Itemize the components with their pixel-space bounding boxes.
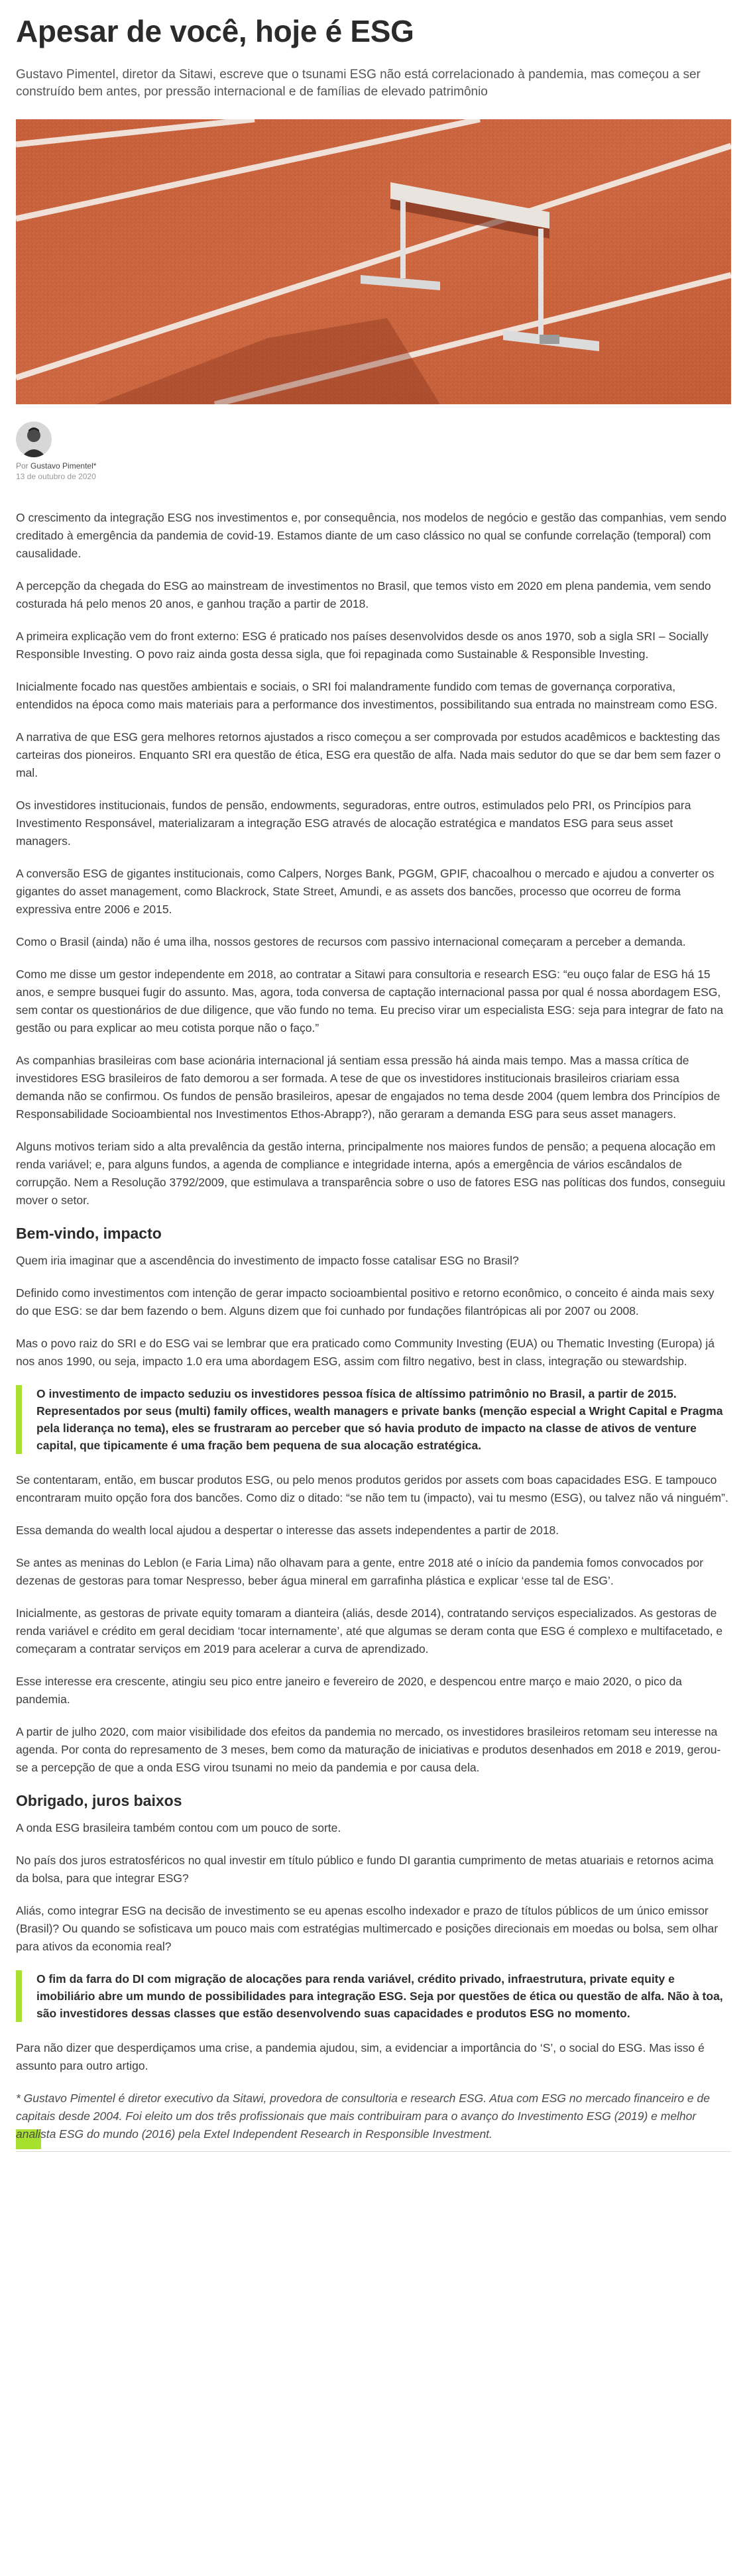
byline bbox=[16, 421, 731, 481]
paragraph: Quem iria imaginar que a ascendência do investimento de impacto fosse catalisar ESG no Brasil? bbox=[16, 1254, 519, 1267]
publish-date: 13 de outubro de 2020 bbox=[16, 472, 96, 481]
paragraph: Essa demanda do wealth local ajudou a despertar o interesse das assets independentes a partir de 2018. bbox=[16, 1524, 559, 1537]
paragraph: Se contentaram, então, em buscar produtos ESG, ou pelo menos produtos geridos por assets com boas capacidades ESG. E tampouco encontraram muito opção fora dos bancões. Como diz o ditado: “se não tem tu (impacto), vai tu mesmo (ESG), ou talvez não vá ninguém”. bbox=[16, 1473, 728, 1504]
author-link[interactable]: Gustavo Pimentel* bbox=[30, 461, 97, 471]
footnote-text: * Gustavo Pimentel é diretor executivo da Sitawi, provedora de consultoria e research ESG. Atua com ESG no mercado financeiro e de capitais desde 2004. Foi eleito um dos três profissionais que mais contribuiram para o avanço do Investimento ESG (2019) e melhor analista ESG do mundo (2016) pela Extel Independent Research in Responsible Investment. bbox=[16, 2092, 710, 2141]
paragraph: A conversão ESG de gigantes institucionais, como Calpers, Norges Bank, PGGM, GPIF, chacoalhou o mercado e ajudou a converter os gigantes do asset management, como Blackrock, State Street, Amundi, e as assets dos bancões, processo que ocorreu de forma expressiva entre 2006 e 2015. bbox=[16, 867, 715, 916]
pull-quote-text: O investimento de impacto seduziu os investidores pessoa física de altíssimo patrimônio no Brasil, a partir de 2015. Representados por seus (multi) family offices, wealth managers e private banks (menção especial a Wright Capital e Pragma pela liderança no tema), eles se frustraram ao perceber que só havia produto de impacto na classe de ativos de venture capital, que tipicamente é uma fração bem pequena de sua alocação estratégica. bbox=[36, 1387, 723, 1452]
paragraph: As companhias brasileiras com base acionária internacional já sentiam essa pressão há ainda mais tempo. Mas a massa crítica de investidores ESG brasileiros de fato demorou a ser formada. A tese de que os investidores institucionais brasileiros criariam essa demanda não se confirmou. Os fundos de pensão brasileiros, apesar de engajados no tema desde 2004 (quem lembra dos Princípios de Responsabilidade Socioambiental nos Investimentos Ethos-Abrapp?), não geraram a demanda ESG para seus asset managers. bbox=[16, 1054, 720, 1121]
paragraph: Inicialmente focado nas questões ambientais e sociais, o SRI foi malandramente fundido com temas de governança corporativa, entendidos na época como mais materiais para a performance dos investimentos, possibilitando sua entrada no mainstream como ESG. bbox=[16, 680, 718, 711]
paragraph: A onda ESG brasileira também contou com um pouco de sorte. bbox=[16, 1821, 341, 1834]
pull-quote bbox=[16, 1970, 731, 2022]
paragraph: Como o Brasil (ainda) não é uma ilha, nossos gestores de recursos com passivo internacional começaram a perceber a demanda. bbox=[16, 935, 686, 948]
paragraph: A primeira explicação vem do front externo: ESG é praticado nos países desenvolvidos desde os anos 1970, sob a sigla SRI – Socially Responsible Investing. O povo raiz ainda gosta dessa sigla, que foi repaginada como Sustainable & Responsible Investing. bbox=[16, 630, 709, 661]
pull-quote-text: O fim da farra do DI com migração de alocações para renda variável, crédito privado, infraestrutura, private equity e imobiliário abre um mundo de possibilidades para integração ESG. Seja por questões de ética ou questão de alfa. Não à toa, são investidores dessas classes que estão desenvolvendo suas capacidades e produtos ESG no momento. bbox=[36, 1972, 723, 2020]
paragraph: A narrativa de que ESG gera melhores retornos ajustados a risco começou a ser comprovada por estudos acadêmicos e backtesting das carteiras dos pioneiros. Enquanto SRI era questão de ética, ESG era questão de alfa. Nada mais sedutor do que se dar bem sem fazer o mal. bbox=[16, 730, 721, 779]
paragraph: A partir de julho 2020, com maior visibilidade dos efeitos da pandemia no mercado, os investidores brasileiros retomam seu interesse na agenda. Por conta do represamento de 3 meses, bem como da maturação de iniciativas e produtos desenhados em 2018 e 2019, gerou-se a percepção de que a onda ESG virou tsunami no meio da pandemia e por causa dela. bbox=[16, 1725, 721, 1774]
article-page bbox=[16, 0, 731, 2152]
byline-author: Por Gustavo Pimentel* bbox=[16, 461, 97, 471]
paragraph: Se antes as meninas do Leblon (e Faria Lima) não olhavam para a gente, entre 2018 até o início da pandemia fomos convocados por dezenas de gestoras para tomar Nespresso, beber água mineral em garrafinha plástica e explicar ‘esse tal de ESG’. bbox=[16, 1556, 704, 1587]
paragraph: Os investidores institucionais, fundos de pensão, endowments, seguradoras, entre outros, estimulados pelo PRI, os Princípios para Investimento Responsável, materializaram a integração ESG através de alocação estratégica e mandatos ESG para seus asset managers. bbox=[16, 799, 691, 848]
divider bbox=[16, 2151, 731, 2152]
paragraph: A percepção da chegada do ESG ao mainstream de investimentos no Brasil, que temos visto em 2020 em plena pandemia, vem sendo costurada há pelo menos 20 anos, e ganhou tração a partir de 2018. bbox=[16, 579, 711, 610]
paragraph: Como me disse um gestor independente em 2018, ao contratar a Sitawi para consultoria e research ESG: “eu ouço falar de ESG há 15 anos, e sempre busquei fugir do assunto. Mas, agora, toda conversa de captação internacional passa por qual é nossa abordagem ESG, sem contar os questionários de due diligence, que vão fundo no tema. Eu preciso virar um especialista ESG: seja para integrar de fato na gestão ou para explicar ao meu cotista porque não o faço.” bbox=[16, 968, 724, 1035]
pull-quote bbox=[16, 1385, 731, 1454]
paragraph: Mas o povo raiz do SRI e do ESG vai se lembrar que era praticado como Community Investing (EUA) ou Thematic Investing (Europa) já nos anos 1990, ou seja, impacto 1.0 era uma abordagem ESG, assim com filtro negativo, best in class, integração ou stewardship. bbox=[16, 1337, 715, 1368]
hero-image bbox=[16, 119, 731, 404]
paragraph: Alguns motivos teriam sido a alta prevalência da gestão interna, principalmente nos maiores fundos de pensão; a pequena alocação em renda variável; e, para alguns fundos, a agenda de compliance e integridade interna, após a emergência de vários escândalos de corrupção. Nem a Resolução 3792/2009, que estimulava a transparência sobre o uso de fatores ESG nas políticas dos fundos, conseguiu mover o setor. bbox=[16, 1140, 726, 1207]
paragraph: Para não dizer que desperdiçamos uma crise, a pandemia ajudou, sim, a evidenciar a importância do ‘S’, o social do ESG. Mas isso é assunto para outro artigo. bbox=[16, 2041, 705, 2072]
paragraph: Inicialmente, as gestoras de private equity tomaram a dianteira (aliás, desde 2014), contratando serviços especializados. As gestoras de renda variável e crédito em geral decidiam ‘tocar internamente’, até que algumas se deram conta que ESG é complexo e multifacetado, e começaram a contratar serviços em 2019 para acelerar a curva de aprendizado. bbox=[16, 1606, 723, 1655]
article-subtitle: Gustavo Pimentel, diretor da Sitawi, escreve que o tsunami ESG não está correlacionado à pandemia, mas começou a ser construído bem antes, por pressão internacional e de famílias de elevado patrimônio bbox=[16, 68, 701, 99]
paragraph: Definido como investimentos com intenção de gerar impacto socioambiental positivo e retorno econômico, o conceito é ainda mais sexy do que ESG: se dar bem fazendo o bem. Alguns dizem que foi cunhado por fundações filantrópicas ali por 2007 ou 2008. bbox=[16, 1286, 715, 1317]
author-avatar bbox=[16, 421, 52, 457]
author-footnote bbox=[16, 2090, 728, 2143]
section-heading-impacto: Bem-vindo, impacto bbox=[16, 1225, 162, 1242]
paragraph: Aliás, como integrar ESG na decisão de investimento se eu apenas escolho indexador e prazo de títulos públicos de um único emissor (Brasil)? Ou quando se sofisticava um pouco mais com estratégias multimercado e posições direcionais em moedas ou bolsa, sem olhar para ativos da economia real? bbox=[16, 1904, 718, 1953]
article-title: Apesar de você, hoje é ESG bbox=[16, 14, 414, 48]
article-body bbox=[16, 509, 731, 2152]
paragraph: O crescimento da integração ESG nos investimentos e, por consequência, nos modelos de negócio e gestão das companhias, vem sendo creditado à emergência da pandemia de covid-19. Estamos diante de um caso clássico no qual se confunde correlação (temporal) com causalidade. bbox=[16, 511, 727, 560]
paragraph: Esse interesse era crescente, atingiu seu pico entre janeiro e fevereiro de 2020, e despencou entre março e maio 2020, o pico da pandemia. bbox=[16, 1675, 682, 1706]
paragraph: No país dos juros estratosféricos no qual investir em título público e fundo DI garantia cumprimento de metas atuariais e retornos acima da bolsa, para que integrar ESG? bbox=[16, 1854, 714, 1885]
section-heading-juros: Obrigado, juros baixos bbox=[16, 1792, 182, 1809]
